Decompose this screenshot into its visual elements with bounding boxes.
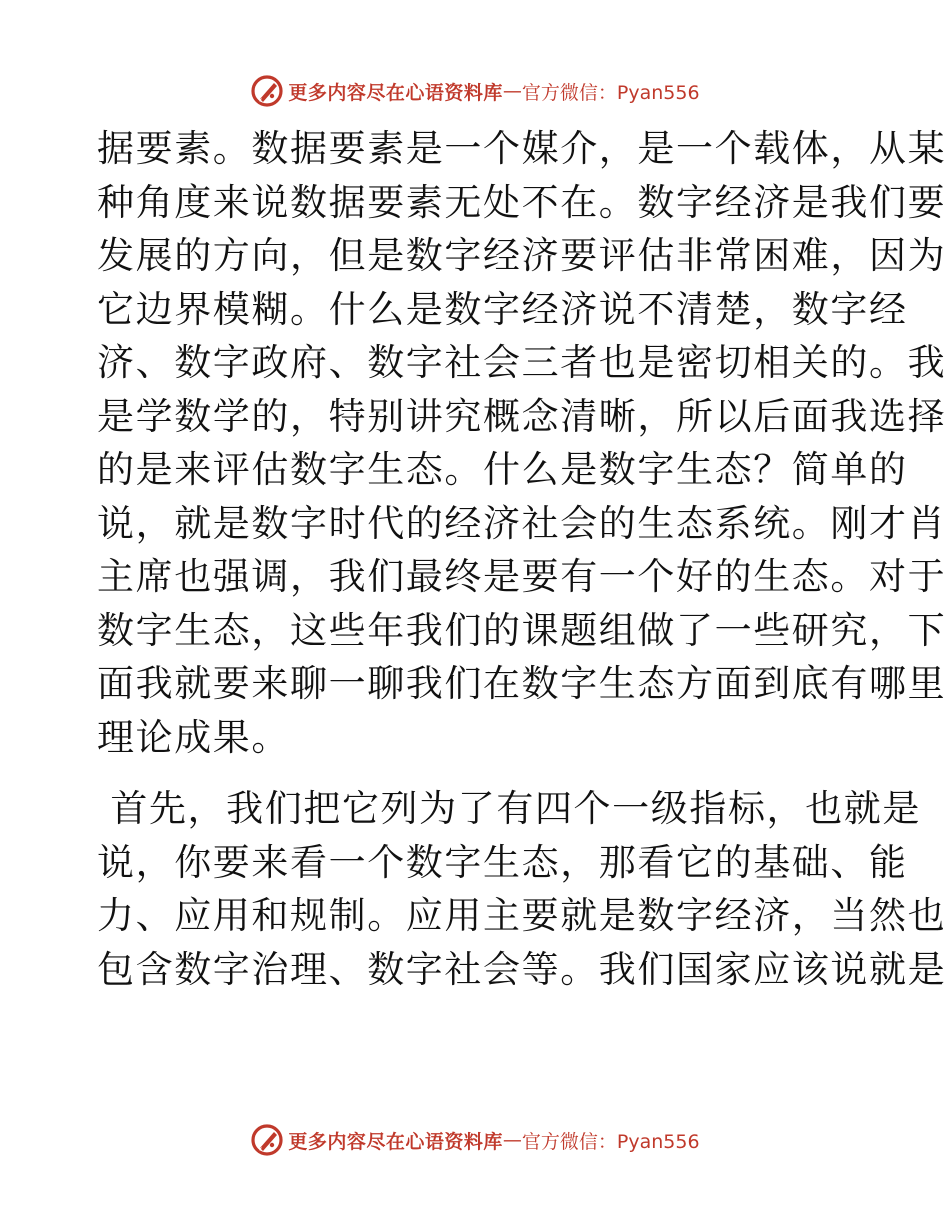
- footer-watermark-contact: 官方微信：Pyan556: [521, 1130, 700, 1153]
- text-line: 包含数字治理、数字社会等。我们国家应该说就是: [97, 947, 947, 991]
- text-line: 理论成果。: [97, 715, 290, 759]
- header-watermark: [0, 71, 950, 111]
- text-line: 是学数学的，特别讲究概念清晰，所以后面我选择: [97, 394, 947, 438]
- pen-in-circle-logo-icon: [250, 1123, 284, 1157]
- text-line: 主席也强调，我们最终是要有一个好的生态。对于: [97, 555, 947, 598]
- text-line: 力、应用和规制。应用主要就是数字经济，当然也: [97, 894, 947, 937]
- paragraph-2: [97, 782, 947, 996]
- footer-watermark-text: 更多内容尽在心语资料库: [288, 1130, 503, 1153]
- text-line: 的是来评估数字生态。什么是数字生态？简单的: [97, 448, 908, 491]
- text-line: 济、数字政府、数字社会三者也是密切相关的。我: [97, 341, 947, 384]
- document-body: [97, 122, 947, 996]
- text-line: 说，你要来看一个数字生态，那看它的基础、能: [97, 840, 908, 884]
- footer-watermark: [0, 1120, 950, 1160]
- text-line: 发展的方向，但是数字经济要评估非常困难，因为: [97, 234, 947, 277]
- paragraph-1: [97, 122, 947, 764]
- pen-in-circle-logo-icon: [250, 74, 284, 108]
- text-line: 它边界模糊。什么是数字经济说不清楚，数字经: [97, 287, 908, 331]
- text-line: 说，就是数字时代的经济社会的生态系统。刚才肖: [97, 501, 947, 545]
- header-watermark-text: 更多内容尽在心语资料库: [288, 81, 503, 104]
- text-line: 数字生态，这些年我们的课题组做了一些研究，下: [97, 608, 947, 652]
- header-watermark-contact: 官方微信：Pyan556: [521, 81, 700, 104]
- text-line: 种角度来说数据要素无处不在。数字经济是我们要: [97, 180, 947, 224]
- text-line: 据要素。数据要素是一个媒介，是一个载体，从某: [97, 127, 947, 170]
- footer-watermark-separator: —: [502, 1129, 522, 1151]
- text-line: 首先，我们把它列为了有四个一级指标，也就是: [97, 787, 921, 830]
- header-watermark-separator: —: [502, 80, 522, 102]
- text-line: 面我就要来聊一聊我们在数字生态方面到底有哪里: [97, 662, 947, 705]
